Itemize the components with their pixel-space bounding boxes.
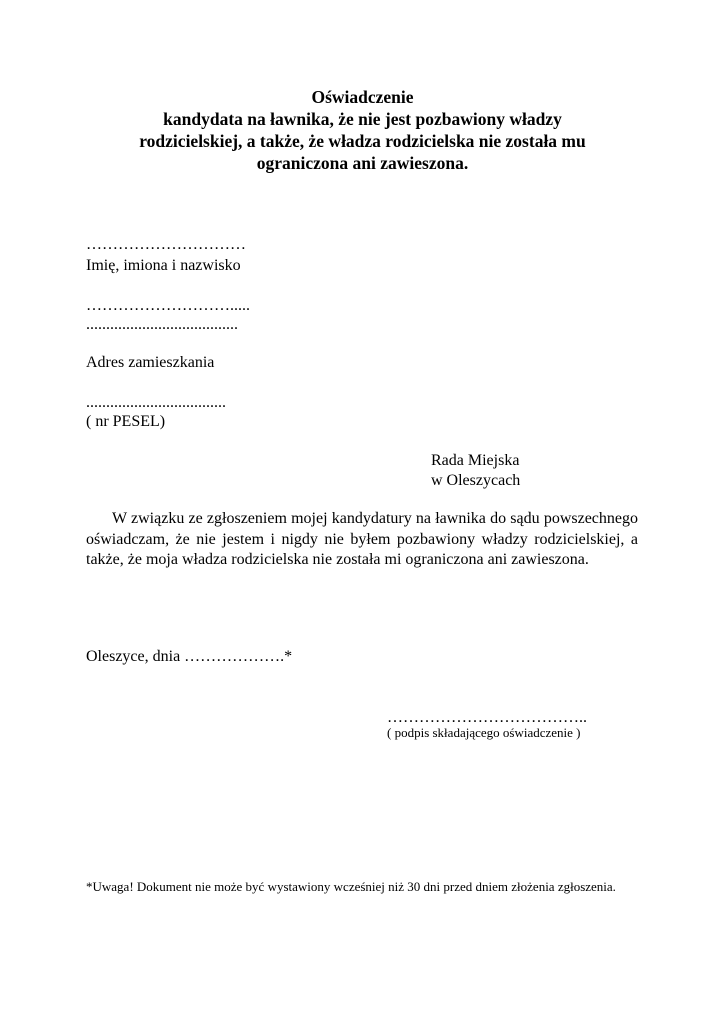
footnote: *Uwaga! Dokument nie może być wystawiony wcześniej niż 30 dni przed dniem złożenia zgłoszenia.	[86, 879, 616, 894]
document-title	[60, 86, 665, 174]
signature-dots: ………………………………..	[387, 709, 587, 726]
title-line-1: Oświadczenie	[311, 87, 414, 107]
declaration-body: W związku ze zgłoszeniem mojej kandydatury na ławnika do sądu powszechnego oświadczam, że nie jestem i nigdy nie byłem pozbawiony władzy rodzicielskiej, a także, że moja władza rodzicielska nie została mi ograniczona ani zawieszona.	[86, 510, 638, 568]
address-field-label: Adres zamieszkania	[86, 354, 215, 371]
address-field-dots-1: ……………………….....	[86, 297, 250, 314]
pesel-field-dots: ...................................	[86, 394, 226, 411]
addressee-line-2: w Oleszycach	[431, 472, 521, 489]
addressee-line-1: Rada Miejska	[431, 452, 520, 469]
name-field-label: Imię, imiona i nazwisko	[86, 257, 241, 274]
address-field-dots-2: ......................................	[86, 316, 238, 333]
title-line-3: rodzicielskiej, a także, że władza rodzicielska nie została mu	[139, 131, 586, 151]
title-line-2: kandydata na ławnika, że nie jest pozbawiony władzy	[163, 109, 562, 129]
date-line: Oleszyce, dnia ……………….*	[86, 648, 293, 665]
signature-label: ( podpis składającego oświadczenie )	[387, 725, 581, 740]
pesel-field-label: ( nr PESEL)	[86, 413, 166, 430]
name-field-dots: …………………………	[86, 236, 246, 253]
title-line-4: ograniczona ani zawieszona.	[256, 153, 469, 173]
